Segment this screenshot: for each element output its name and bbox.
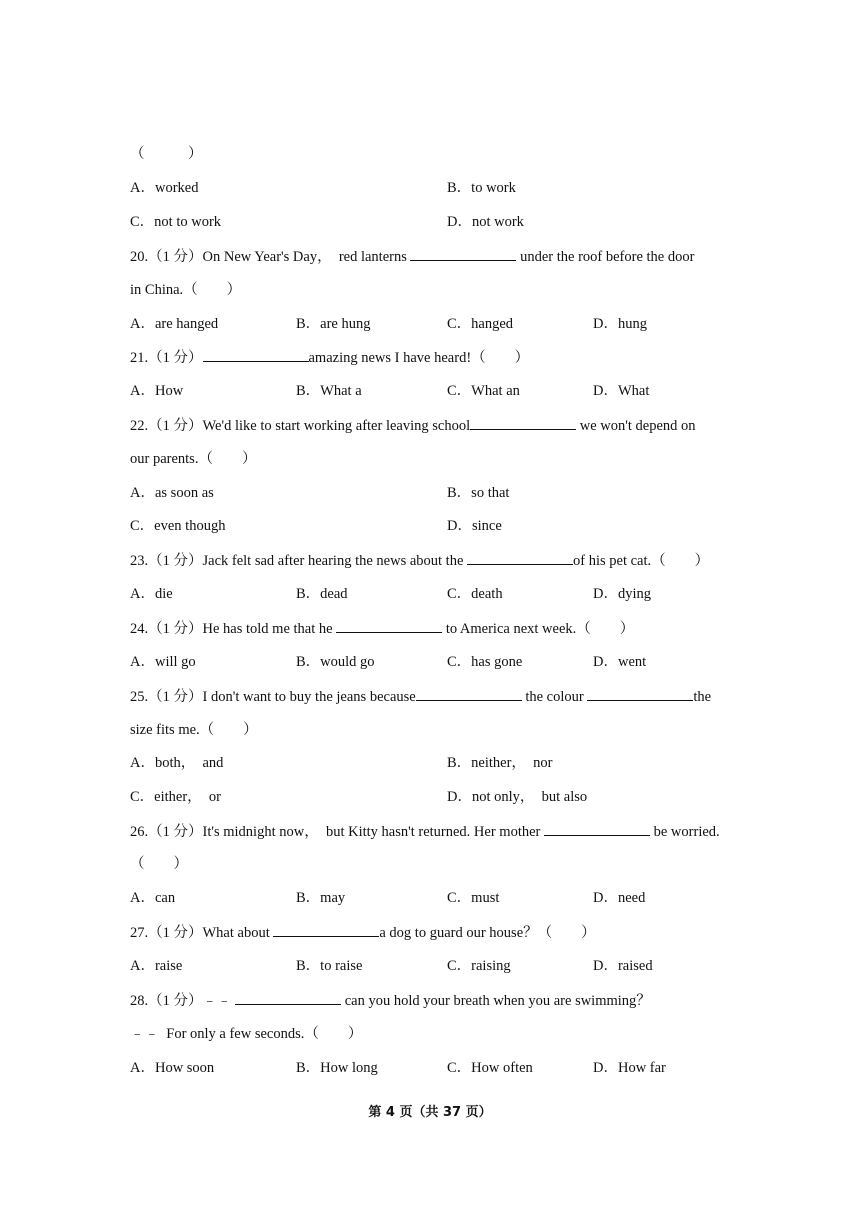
q20-option-d: D．hung: [593, 316, 647, 332]
q26-option-c: C．must: [447, 890, 500, 906]
question-19-paren: （ ）: [130, 146, 203, 162]
question-23: 23.（1 分）Jack felt sad after hearing the news about the of his pet cat.（ ）: [130, 550, 709, 571]
q28-option-c: C．How often: [447, 1060, 533, 1076]
q20-option-c: C．hanged: [447, 316, 514, 332]
q21-option-a: A．How: [130, 383, 184, 399]
q27-option-d: D．raised: [593, 958, 653, 974]
answer-blank: [416, 686, 522, 701]
answer-blank: [235, 990, 341, 1005]
question-24: 24.（1 分）He has told me that he to America next week.（ ）: [130, 618, 634, 639]
q28-option-b: B．How long: [296, 1060, 378, 1076]
q23-option-b: B．dead: [296, 586, 348, 602]
question-25: 25.（1 分）I don't want to buy the jeans because the colour the: [130, 686, 711, 707]
answer-blank: [273, 922, 379, 937]
question-28-cont: ﹣﹣ For only a few seconds.（ ）: [130, 1026, 363, 1042]
question-22: 22.（1 分）We'd like to start working after leaving school we won't depend on: [130, 415, 696, 436]
q28-option-d: D．How far: [593, 1060, 666, 1076]
q25-option-b: B．neither， nor: [447, 755, 553, 771]
question-25-cont: size fits me.（ ）: [130, 722, 258, 738]
q26-option-b: B．may: [296, 890, 346, 906]
answer-blank: [336, 618, 442, 633]
answer-blank: [587, 686, 693, 701]
q23-option-a: A．die: [130, 586, 173, 602]
q20-option-b: B．are hung: [296, 316, 371, 332]
question-26: 26.（1 分）It's midnight now， but Kitty hasn't returned. Her mother be worried.: [130, 821, 720, 842]
q24-option-d: D．went: [593, 654, 647, 670]
question-22-cont: our parents.（ ）: [130, 451, 257, 467]
q19-option-a: A．worked: [130, 180, 199, 196]
q20-option-a: A．are hanged: [130, 316, 219, 332]
q28-option-a: A．How soon: [130, 1060, 215, 1076]
question-27: 27.（1 分）What about a dog to guard our house？（ ）: [130, 922, 596, 943]
q25-option-a: A．both， and: [130, 755, 224, 771]
question-20-cont: in China.（ ）: [130, 282, 242, 298]
q25-option-c: C．either， or: [130, 789, 222, 805]
q26-option-d: D．need: [593, 890, 646, 906]
q21-option-b: B．What a: [296, 383, 362, 399]
answer-blank: [467, 550, 573, 565]
q27-option-a: A．raise: [130, 958, 183, 974]
q21-option-d: D．What: [593, 383, 650, 399]
q22-option-a: A．as soon as: [130, 485, 214, 501]
q19-option-c: C．not to work: [130, 214, 222, 230]
q21-option-c: C．What an: [447, 383, 520, 399]
answer-blank: [470, 415, 576, 430]
q24-option-a: A．will go: [130, 654, 196, 670]
q19-option-b: B．to work: [447, 180, 516, 196]
question-26-cont: （ ）: [130, 856, 188, 872]
answer-blank: [544, 821, 650, 836]
question-28: 28.（1 分）﹣﹣ can you hold your breath when you are swimming？: [130, 990, 651, 1011]
q23-option-c: C．death: [447, 586, 503, 602]
question-21: 21.（1 分） amazing news I have heard!（ ）: [130, 347, 529, 368]
q22-option-b: B．so that: [447, 485, 510, 501]
q24-option-b: B．would go: [296, 654, 375, 670]
q25-option-d: D．not only， but also: [447, 789, 588, 805]
q24-option-c: C．has gone: [447, 654, 523, 670]
q22-option-c: C．even though: [130, 518, 226, 534]
q27-option-b: B．to raise: [296, 958, 363, 974]
q19-option-d: D．not work: [447, 214, 524, 230]
q22-option-d: D．since: [447, 518, 502, 534]
q27-option-c: C．raising: [447, 958, 511, 974]
q23-option-d: D．dying: [593, 586, 651, 602]
q26-option-a: A．can: [130, 890, 176, 906]
answer-blank: [203, 347, 309, 362]
answer-blank: [410, 246, 516, 261]
question-20: 20.（1 分）On New Year's Day， red lanterns under the roof before the door: [130, 246, 694, 267]
page-footer: 第 4 页（共 37 页）: [368, 1105, 492, 1120]
